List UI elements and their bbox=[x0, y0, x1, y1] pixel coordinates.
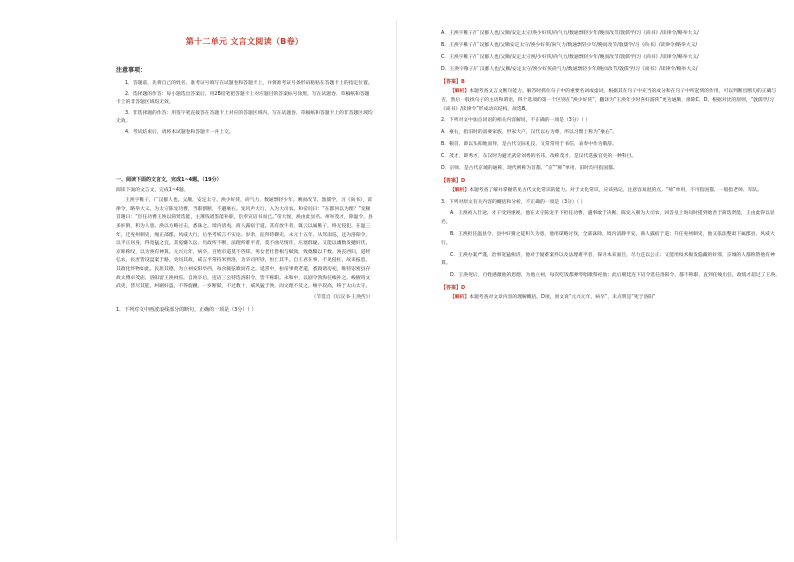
option-1-b: B．王涣字稚子/广汉郪人也/父顺安定太守/涣少好侠/尚气力/数通剽轻少年/晚而改节/敦儒学/习《尚书》/读律令/略举大义/ bbox=[441, 43, 698, 49]
explanation-tag: 【解析】 bbox=[450, 89, 470, 95]
explanation-text: 本题考查了解并掌握常见古代文化常识的能力。对于文化常识，应该熟记，注意容易混的点。“师”单用，不可指国都，一般指老师、军队。 bbox=[469, 188, 762, 194]
notice-item: 1．答题前，先将自己的姓名、准考证号填写在试题卷和答题卡上，并将准考证号条形码粘贴在答题卡上的指定位置。 bbox=[125, 81, 373, 86]
right-page bbox=[397, 0, 794, 562]
notice-item: 3．非选择题的作答：用签字笔直接答在答题卡上对应的答题区域内。写在试题卷、草稿纸和答题卡上的非答题区域均无效。 bbox=[116, 110, 373, 125]
explanation-text: 本题考查对文章内容的理解概括。D项，原文说“元兴元年，病卒”，未点明是“死于洛阳” bbox=[469, 295, 656, 301]
option-3-b: B．王涣担任温县令，县中奸猾之徒积久为患，他用谋略讨伐，全部诛除，境内清静平安，商人露宿于道；升任兖州刺史，他又依法整肃下属郡县，风威大行。 bbox=[441, 232, 775, 246]
option-2-b: B．顿首，即以头叩地而拜，是古代交际礼仪，又常常用于书信、表奏中作为敬辞。 bbox=[441, 141, 617, 147]
option-2-a: A．豪右，指旧时的富豪家族、世家大户，汉代以右为尊，所以习惯上称为“豪右”。 bbox=[441, 129, 618, 135]
option-1-c: C．王涣字稚子/广汉郪人也/父顺/安定太守涣/少好侠/尚气力/数通剽轻少年/晚而改节/敦儒学/习《尚书》/读律令/略举大义/ bbox=[441, 55, 699, 61]
answer-1: 【答案】B bbox=[441, 79, 465, 86]
question-3: 3．下列对原文有关内容的概括和分析，不正确的一项是（3分）（ ） bbox=[441, 199, 586, 205]
question-1: 1．下列对文中画波浪线部分的断句，正确的一项是（3分）（ ） bbox=[116, 307, 257, 314]
answer-3: 【答案】D bbox=[441, 285, 466, 292]
option-3-c: C．王涣办案严谨，治事宽猛相济，他对于疑难案件以及法理难平者，探寻本来面目，尽力还以公正；又能用权术揭发隐藏的奸邪，京城的人都称赞他有神算。 bbox=[441, 252, 775, 267]
explanation-tag: 【解析】 bbox=[450, 188, 470, 194]
answer-2: 【答案】D bbox=[441, 178, 466, 185]
page-title: 第十二单元 文言文阅读（B卷） bbox=[185, 37, 304, 46]
explanation-3 bbox=[441, 294, 782, 303]
question-2: 2．下列对文中加点词语的相关内容解说，不正确的一项是（3分）（ ） bbox=[441, 118, 591, 124]
option-1-d: D．王涣字稚子/广汉郪人也/父顺/安定太守/涣少好侠尚气力/数通剽轻少年/晚而改节/敦儒学/习《尚书》/读律令/略举大义/ bbox=[441, 67, 698, 73]
option-3-d: D．王涣死后，百姓感激他的恩德，为他立祠，每次吃饭都弹琴唱歌祭祀他；此后朝廷连下诏令选任洛阳令，都不称职，直到任峻出任，政绩才超过了王涣。 bbox=[450, 273, 780, 279]
notice-title: 注意事项： bbox=[116, 67, 147, 74]
option-3-a: A．王涣初入仕途，才干受到重视，他在太守陈宠手下担任功曹，遇事敢于决断，陈宠入朝为大司农，回答皇上询问时提到他善于简选贤能，王由此得以显名。 bbox=[441, 211, 775, 225]
explanation-tag: 【解析】 bbox=[450, 295, 470, 301]
section-sub: 阅读下面的文言文，完成1~4题。 bbox=[116, 187, 189, 193]
section-heading: 一、阅读下面的文言文，完成1~4题。（19分） bbox=[116, 176, 222, 183]
explanation-text: 本题考查文言文断句能力。解答时抓住句子中的重要名词或虚词，根据其在句子中充当的成分和在句子中所起到的作用，可以判断出断句的正确与否，然后一般找句子的主语和谓语，四个选项的第一个区别在“涣少好侠”，翻译为“王涣年少时喜好游侠”更为通顺，排除C、D。根据对比的原则，“敦儒学/习《尚书》/读律令”形成动宾结构，故选B。 bbox=[441, 89, 777, 112]
explanation-2 bbox=[441, 187, 782, 196]
option-2-d: D．京师，是古代京城的通称，现代则称为首都，“京”“师”单用，旧时均可指国都。 bbox=[441, 166, 618, 172]
notice-item: 4．考试结束后，请将本试题卷和答题卡一并上交。 bbox=[125, 129, 234, 135]
explanation-1 bbox=[441, 88, 782, 114]
option-2-c: C．茂才，即秀才，东汉时为避光武帝刘秀的名讳，改称茂才，是汉代选拔官吏的一种科目。 bbox=[441, 153, 637, 159]
option-1-a: A．王涣字稚子/广汉郪人也/父顺/安定太守/涣少好侠/尚气力/数通剽轻少年/晚而改节/敦儒学/习《尚书》/读律令/略举大义/ bbox=[441, 31, 699, 36]
passage-source: （节选自《后汉书·王涣传》） bbox=[311, 294, 373, 300]
notice-item: 2．选择题的作答：每小题选出答案后，用2B铅笔把答题卡上对应题目的答案标号涂黑，写在试题卷、草稿纸和答题卡上的非答题区域均无效。 bbox=[116, 91, 370, 106]
passage-text: 王涣字稚子，广汉郪人也。父顺，安定太守。涣少好侠，尚气力，数通剽轻少年。晚而改节，敦儒学，习《尚书》，读律令，略举大义。为太守陈宠功曹，当职割断，不避豪右。宠风声大行，入为大司农。和帝问曰：“在郡何以为理？”宠顿首谢曰：“臣任功曹王涣以简贤选能，主簿钱谱鉴能补职，臣奉宣诏书而已。”帝大悦，涣由此显名。州举茂才，除温令。县多奸猾，积为人患。涣以方略讨击，悉诛之。境内清夷，商人露宿于道。其有放牛者，辄云以属稚子，终无侵犯。在温三年，迁兖州刺史，绳正部郡，风威大行。后坐考妖言不实论。岁余，征拜侍御史。永元十五年，从驾南巡，还为洛阳令。以平正居身，得宽猛之宜。其冤嫌久讼，历政所不断，法理所难平者，莫不曲尽情诈，压塞群疑。又能以谲数发擿奸伏。京师称叹，以为涣有神算。元兴元年，病卒。百姓市道莫不咨嗟。男女老壮皆相与赋敛，致奠醊以千数。涣丧西归，道经弘农，民庶皆设盘案于路。吏问其故，咸言平常持米到洛，为卒司所钞，恒亡其半。自王君在事，不见侵枉，故来报恩。其政化怀物如此。民思其德，为立祠安阳亭西，每食辄弦歌而荐之。延熹中，桓帝事黄老道，悉毁诸房祀，唯特诏密县存故太傅卓茂庙，洛阳留王涣祠焉。自涣卒后，连诏三公特选洛阳令，皆不称职。永和中，以剧令勃海任峻补之。峻擢用文武吏，皆尽其能，纠剔奸盗，不得旋踵，一岁断狱，不过数十，威风猛于涣，而文理不及之。峻字叔高，终于太山太守。 bbox=[116, 198, 373, 290]
